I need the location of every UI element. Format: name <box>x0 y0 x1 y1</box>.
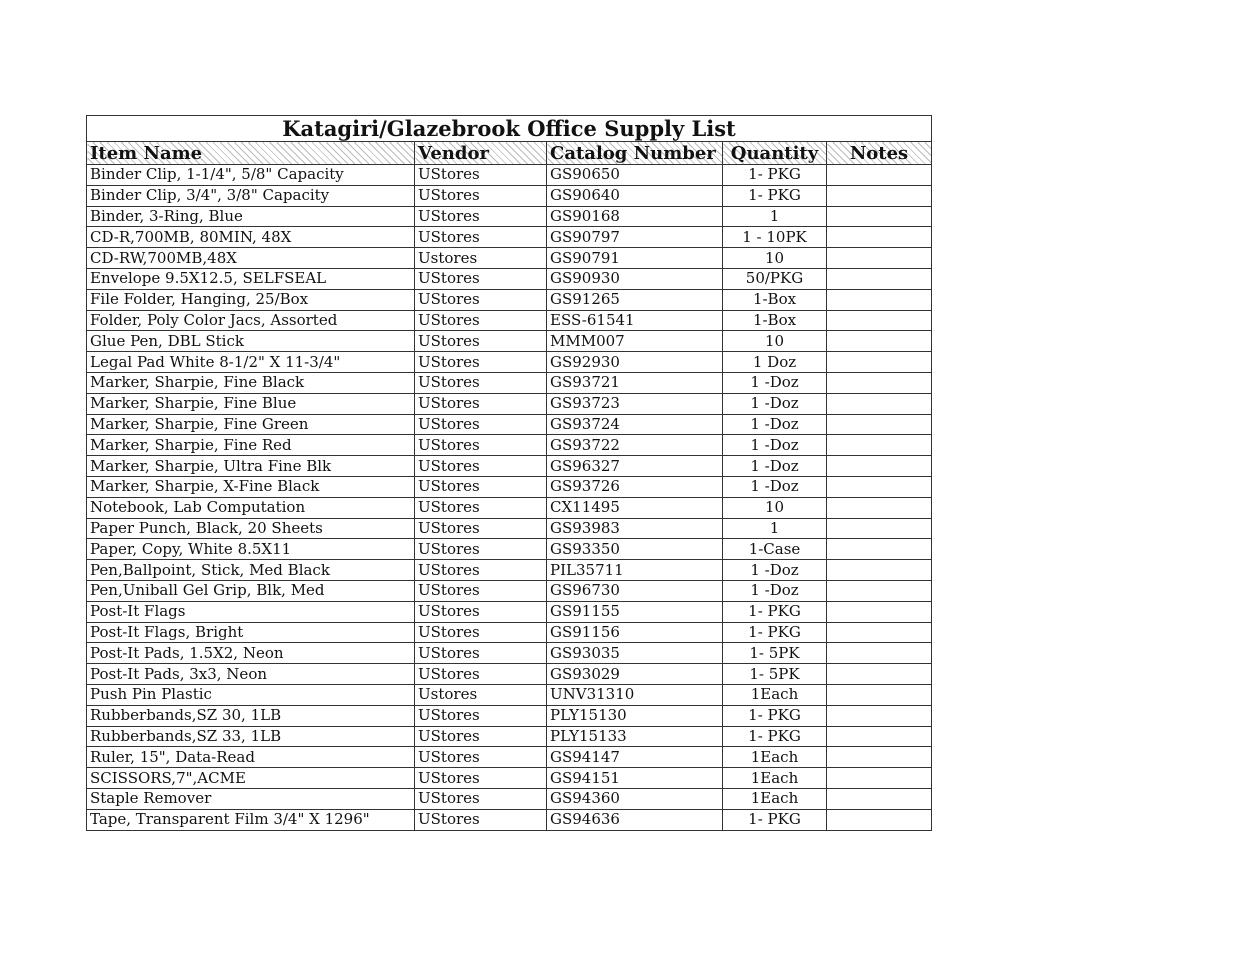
header-catalog-number: Catalog Number <box>547 142 723 165</box>
cell-quantity: 1 -Doz <box>723 414 827 435</box>
cell-vendor: UStores <box>415 435 547 456</box>
cell-notes <box>827 726 932 747</box>
cell-catalog-number: GS96730 <box>547 580 723 601</box>
cell-quantity: 1 - 10PK <box>723 227 827 248</box>
table-row <box>87 268 932 289</box>
cell-catalog-number: GS90930 <box>547 268 723 289</box>
cell-vendor: UStores <box>415 393 547 414</box>
cell-notes <box>827 248 932 269</box>
table-row <box>87 206 932 227</box>
cell-vendor: UStores <box>415 705 547 726</box>
cell-catalog-number: GS94151 <box>547 768 723 789</box>
cell-catalog-number: PLY15130 <box>547 705 723 726</box>
cell-quantity: 1 -Doz <box>723 435 827 456</box>
cell-quantity: 1 -Doz <box>723 476 827 497</box>
table-row <box>87 185 932 206</box>
cell-item-name: Marker, Sharpie, Fine Black <box>87 372 415 393</box>
cell-quantity: 1 -Doz <box>723 393 827 414</box>
cell-item-name: Staple Remover <box>87 788 415 809</box>
cell-item-name: Post-It Pads, 1.5X2, Neon <box>87 643 415 664</box>
cell-catalog-number: GS90650 <box>547 165 723 186</box>
cell-notes <box>827 310 932 331</box>
cell-notes <box>827 747 932 768</box>
header-quantity: Quantity <box>723 142 827 165</box>
cell-vendor: UStores <box>415 643 547 664</box>
cell-catalog-number: GS92930 <box>547 352 723 373</box>
cell-quantity: 1Each <box>723 747 827 768</box>
cell-vendor: UStores <box>415 414 547 435</box>
cell-vendor: UStores <box>415 768 547 789</box>
cell-vendor: UStores <box>415 310 547 331</box>
cell-notes <box>827 664 932 685</box>
cell-quantity: 50/PKG <box>723 268 827 289</box>
table-row <box>87 456 932 477</box>
cell-notes <box>827 643 932 664</box>
cell-catalog-number: GS93723 <box>547 393 723 414</box>
cell-item-name: Marker, Sharpie, X-Fine Black <box>87 476 415 497</box>
cell-catalog-number: GS93722 <box>547 435 723 456</box>
cell-notes <box>827 393 932 414</box>
cell-quantity: 1- PKG <box>723 185 827 206</box>
header-vendor: Vendor <box>415 142 547 165</box>
table-row <box>87 580 932 601</box>
cell-catalog-number: GS94147 <box>547 747 723 768</box>
cell-vendor: UStores <box>415 331 547 352</box>
cell-catalog-number: PLY15133 <box>547 726 723 747</box>
cell-quantity: 1 <box>723 518 827 539</box>
cell-item-name: Push Pin Plastic <box>87 684 415 705</box>
cell-vendor: UStores <box>415 788 547 809</box>
cell-catalog-number: CX11495 <box>547 497 723 518</box>
table-row <box>87 310 932 331</box>
table-row <box>87 393 932 414</box>
table-row <box>87 331 932 352</box>
cell-item-name: Marker, Sharpie, Fine Green <box>87 414 415 435</box>
cell-notes <box>827 539 932 560</box>
cell-catalog-number: MMM007 <box>547 331 723 352</box>
cell-vendor: UStores <box>415 352 547 373</box>
cell-vendor: UStores <box>415 476 547 497</box>
cell-item-name: Binder, 3-Ring, Blue <box>87 206 415 227</box>
table-row <box>87 664 932 685</box>
cell-notes <box>827 331 932 352</box>
table-row <box>87 643 932 664</box>
cell-notes <box>827 372 932 393</box>
cell-notes <box>827 768 932 789</box>
table-row <box>87 726 932 747</box>
cell-vendor: UStores <box>415 497 547 518</box>
cell-catalog-number: GS93983 <box>547 518 723 539</box>
cell-quantity: 1 -Doz <box>723 580 827 601</box>
cell-notes <box>827 705 932 726</box>
cell-item-name: Folder, Poly Color Jacs, Assorted <box>87 310 415 331</box>
cell-item-name: CD-RW,700MB,48X <box>87 248 415 269</box>
cell-item-name: Post-It Flags <box>87 601 415 622</box>
cell-catalog-number: GS91265 <box>547 289 723 310</box>
cell-notes <box>827 560 932 581</box>
cell-item-name: Rubberbands,SZ 30, 1LB <box>87 705 415 726</box>
header-item-name: Item Name <box>87 142 415 165</box>
cell-catalog-number: GS93724 <box>547 414 723 435</box>
cell-catalog-number: GS90791 <box>547 248 723 269</box>
table-row <box>87 289 932 310</box>
cell-vendor: UStores <box>415 809 547 830</box>
cell-catalog-number: GS91155 <box>547 601 723 622</box>
table-row <box>87 705 932 726</box>
cell-notes <box>827 268 932 289</box>
cell-item-name: Binder Clip, 1-1/4", 5/8" Capacity <box>87 165 415 186</box>
cell-quantity: 10 <box>723 248 827 269</box>
cell-vendor: UStores <box>415 206 547 227</box>
table-row <box>87 788 932 809</box>
cell-item-name: Rubberbands,SZ 33, 1LB <box>87 726 415 747</box>
cell-item-name: Paper, Copy, White 8.5X11 <box>87 539 415 560</box>
cell-notes <box>827 684 932 705</box>
cell-vendor: UStores <box>415 289 547 310</box>
cell-notes <box>827 622 932 643</box>
cell-vendor: UStores <box>415 227 547 248</box>
cell-vendor: UStores <box>415 372 547 393</box>
cell-notes <box>827 227 932 248</box>
cell-catalog-number: ESS-61541 <box>547 310 723 331</box>
cell-quantity: 10 <box>723 497 827 518</box>
cell-notes <box>827 809 932 830</box>
cell-quantity: 1- PKG <box>723 165 827 186</box>
cell-notes <box>827 580 932 601</box>
table-row <box>87 768 932 789</box>
cell-notes <box>827 788 932 809</box>
cell-vendor: UStores <box>415 747 547 768</box>
table-row <box>87 518 932 539</box>
cell-item-name: Marker, Sharpie, Fine Red <box>87 435 415 456</box>
cell-vendor: UStores <box>415 726 547 747</box>
cell-notes <box>827 185 932 206</box>
cell-vendor: UStores <box>415 165 547 186</box>
cell-catalog-number: GS94636 <box>547 809 723 830</box>
cell-quantity: 1Each <box>723 768 827 789</box>
cell-catalog-number: GS93350 <box>547 539 723 560</box>
cell-quantity: 1 -Doz <box>723 560 827 581</box>
cell-item-name: Pen,Ballpoint, Stick, Med Black <box>87 560 415 581</box>
cell-vendor: UStores <box>415 622 547 643</box>
cell-quantity: 1-Box <box>723 310 827 331</box>
cell-quantity: 1Each <box>723 788 827 809</box>
cell-notes <box>827 435 932 456</box>
cell-item-name: Ruler, 15", Data-Read <box>87 747 415 768</box>
cell-quantity: 1- PKG <box>723 726 827 747</box>
header-notes: Notes <box>827 142 932 165</box>
cell-notes <box>827 414 932 435</box>
cell-quantity: 1- PKG <box>723 622 827 643</box>
table-row <box>87 352 932 373</box>
cell-item-name: Post-It Pads, 3x3, Neon <box>87 664 415 685</box>
table-row <box>87 227 932 248</box>
table-row <box>87 747 932 768</box>
cell-vendor: Ustores <box>415 248 547 269</box>
table-row <box>87 601 932 622</box>
cell-vendor: UStores <box>415 539 547 560</box>
cell-notes <box>827 456 932 477</box>
cell-item-name: Notebook, Lab Computation <box>87 497 415 518</box>
supply-table <box>86 115 932 831</box>
cell-item-name: Pen,Uniball Gel Grip, Blk, Med <box>87 580 415 601</box>
cell-vendor: UStores <box>415 601 547 622</box>
cell-quantity: 1 -Doz <box>723 456 827 477</box>
cell-quantity: 1- 5PK <box>723 643 827 664</box>
cell-catalog-number: GS90640 <box>547 185 723 206</box>
cell-item-name: Binder Clip, 3/4", 3/8" Capacity <box>87 185 415 206</box>
cell-vendor: UStores <box>415 580 547 601</box>
cell-quantity: 1-Case <box>723 539 827 560</box>
cell-item-name: Legal Pad White 8-1/2" X 11-3/4" <box>87 352 415 373</box>
cell-catalog-number: GS93726 <box>547 476 723 497</box>
cell-catalog-number: GS94360 <box>547 788 723 809</box>
table-row <box>87 560 932 581</box>
cell-catalog-number: UNV31310 <box>547 684 723 705</box>
cell-quantity: 1 Doz <box>723 352 827 373</box>
cell-notes <box>827 601 932 622</box>
table-row <box>87 414 932 435</box>
document-title: Katagiri/Glazebrook Office Supply List <box>87 116 932 142</box>
cell-catalog-number: GS91156 <box>547 622 723 643</box>
cell-catalog-number: GS93029 <box>547 664 723 685</box>
cell-catalog-number: GS93035 <box>547 643 723 664</box>
cell-catalog-number: PIL35711 <box>547 560 723 581</box>
cell-quantity: 1 <box>723 206 827 227</box>
cell-quantity: 1Each <box>723 684 827 705</box>
cell-vendor: UStores <box>415 185 547 206</box>
cell-item-name: Marker, Sharpie, Fine Blue <box>87 393 415 414</box>
table-row <box>87 165 932 186</box>
cell-quantity: 1-Box <box>723 289 827 310</box>
table-row <box>87 684 932 705</box>
cell-vendor: UStores <box>415 518 547 539</box>
cell-item-name: SCISSORS,7",ACME <box>87 768 415 789</box>
cell-vendor: UStores <box>415 456 547 477</box>
cell-item-name: File Folder, Hanging, 25/Box <box>87 289 415 310</box>
cell-item-name: Glue Pen, DBL Stick <box>87 331 415 352</box>
cell-notes <box>827 289 932 310</box>
cell-notes <box>827 497 932 518</box>
header-row <box>87 142 932 165</box>
cell-item-name: Envelope 9.5X12.5, SELFSEAL <box>87 268 415 289</box>
cell-catalog-number: GS96327 <box>547 456 723 477</box>
table-row <box>87 476 932 497</box>
cell-notes <box>827 518 932 539</box>
cell-item-name: Paper Punch, Black, 20 Sheets <box>87 518 415 539</box>
table-row <box>87 435 932 456</box>
cell-quantity: 1- PKG <box>723 809 827 830</box>
cell-vendor: UStores <box>415 560 547 581</box>
cell-vendor: UStores <box>415 664 547 685</box>
cell-item-name: Marker, Sharpie, Ultra Fine Blk <box>87 456 415 477</box>
table-row <box>87 497 932 518</box>
cell-quantity: 1 -Doz <box>723 372 827 393</box>
cell-quantity: 10 <box>723 331 827 352</box>
cell-catalog-number: GS90797 <box>547 227 723 248</box>
table-row <box>87 372 932 393</box>
cell-notes <box>827 352 932 373</box>
cell-item-name: CD-R,700MB, 80MIN, 48X <box>87 227 415 248</box>
cell-notes <box>827 165 932 186</box>
table-row <box>87 539 932 560</box>
cell-catalog-number: GS90168 <box>547 206 723 227</box>
cell-notes <box>827 206 932 227</box>
table-row <box>87 622 932 643</box>
cell-vendor: Ustores <box>415 684 547 705</box>
cell-catalog-number: GS93721 <box>547 372 723 393</box>
table-row <box>87 809 932 830</box>
cell-notes <box>827 476 932 497</box>
cell-quantity: 1- PKG <box>723 705 827 726</box>
cell-item-name: Post-It Flags, Bright <box>87 622 415 643</box>
table-row <box>87 248 932 269</box>
cell-quantity: 1- PKG <box>723 601 827 622</box>
cell-quantity: 1- 5PK <box>723 664 827 685</box>
cell-item-name: Tape, Transparent Film 3/4" X 1296" <box>87 809 415 830</box>
cell-vendor: UStores <box>415 268 547 289</box>
